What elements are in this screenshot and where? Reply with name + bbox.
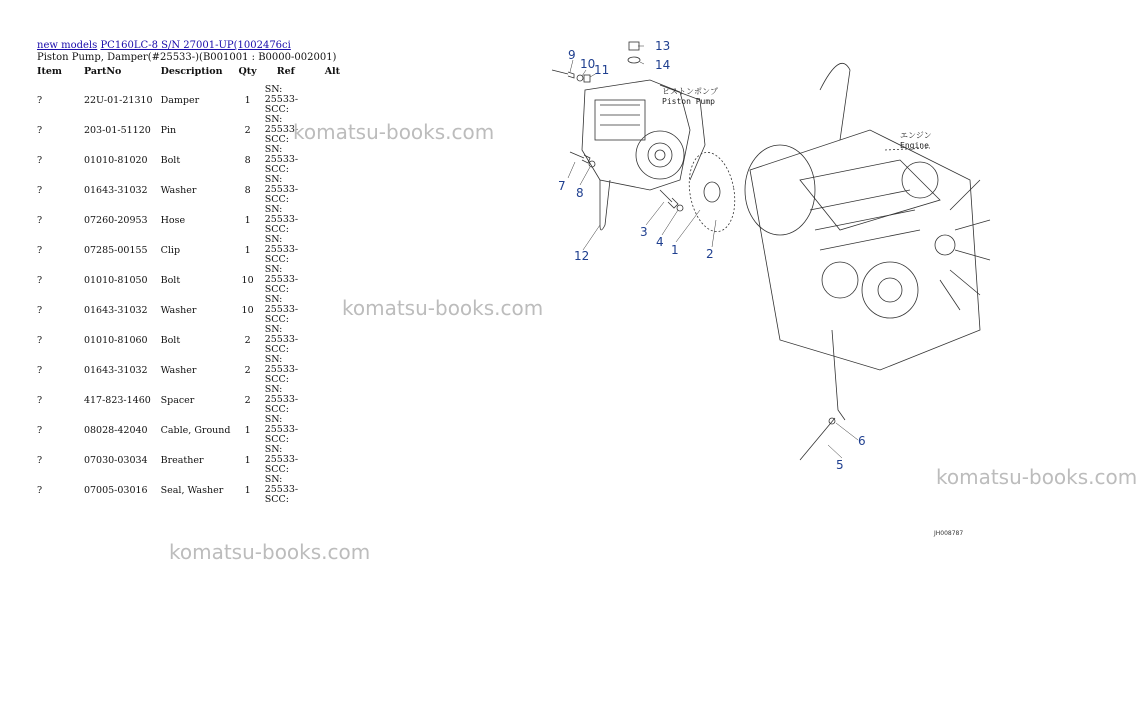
callout-13: 13 bbox=[655, 39, 671, 53]
cell-alt bbox=[321, 385, 344, 415]
cell-item: ? bbox=[37, 274, 43, 286]
leader-5 bbox=[828, 445, 842, 458]
cell-qty: 2 bbox=[244, 394, 251, 406]
pump-label-en: Piston Pump bbox=[662, 97, 715, 106]
engine-air-cleaner bbox=[745, 145, 815, 235]
cell-qty: 2 bbox=[244, 334, 251, 346]
engine-label-en: Engine bbox=[900, 141, 929, 150]
cell-alt bbox=[321, 355, 344, 385]
cell-description: Bolt bbox=[160, 274, 181, 286]
damper-hub bbox=[704, 182, 720, 202]
cell-alt bbox=[321, 175, 344, 205]
leader-4 bbox=[662, 210, 678, 235]
table-row bbox=[33, 475, 344, 505]
engine-exhaust-pipe bbox=[820, 63, 850, 140]
cell-partno: 22U-01-21310 bbox=[83, 94, 153, 106]
cell-description: Breather bbox=[160, 454, 204, 466]
cell-ref: SN: 25533-SCC: bbox=[264, 414, 299, 445]
seal-washer-14-part bbox=[628, 57, 640, 63]
breadcrumb-link-new-models[interactable]: new models bbox=[37, 40, 98, 51]
engine-label-jp: エンジン bbox=[900, 131, 932, 140]
callout-3: 3 bbox=[640, 225, 648, 239]
cell-item: ? bbox=[37, 424, 43, 436]
cell-description: Spacer bbox=[160, 394, 195, 406]
engine-fan-hub bbox=[935, 235, 955, 255]
cell-alt bbox=[321, 145, 344, 175]
leader-2 bbox=[712, 220, 716, 247]
cell-partno: 08028-42040 bbox=[83, 424, 148, 436]
pump-label-jp: ピストンポンプ bbox=[662, 87, 718, 96]
callout-9: 9 bbox=[568, 48, 576, 62]
leader-7 bbox=[568, 162, 575, 178]
cell-qty: 10 bbox=[241, 274, 254, 286]
cell-alt bbox=[321, 85, 344, 115]
cell-ref: SN: 25533-SCC: bbox=[264, 144, 299, 175]
table-row bbox=[33, 85, 344, 115]
cell-alt bbox=[321, 265, 344, 295]
cell-ref: SN: 25533-SCC: bbox=[264, 444, 299, 475]
diagram-code: JH008787 bbox=[934, 530, 964, 537]
cell-item: ? bbox=[37, 244, 43, 256]
engine-idler bbox=[822, 262, 858, 298]
cell-partno: 07005-03016 bbox=[83, 484, 148, 496]
cell-partno: 417-823-1460 bbox=[83, 394, 151, 406]
leader-12 bbox=[583, 225, 600, 250]
callout-7: 7 bbox=[558, 179, 566, 193]
engine-head bbox=[800, 160, 940, 230]
leader-6 bbox=[836, 423, 858, 440]
cell-qty: 1 bbox=[244, 214, 251, 226]
engine-detail-lines bbox=[810, 190, 920, 250]
cell-ref: SN: 25533-SCC: bbox=[264, 204, 299, 235]
breadcrumb bbox=[37, 40, 291, 51]
cell-ref: SN: 25533-SCC: bbox=[264, 264, 299, 295]
engine-block-outline bbox=[750, 130, 980, 370]
col-alt: Alt bbox=[324, 66, 341, 77]
callout-5: 5 bbox=[836, 458, 844, 472]
cell-ref: SN: 25533-SCC: bbox=[264, 294, 299, 325]
cell-alt bbox=[321, 325, 344, 355]
breadcrumb-link-model[interactable]: PC160LC-8 S/N 27001-UP(1002476ci bbox=[100, 40, 291, 51]
cell-qty: 1 bbox=[244, 454, 251, 466]
cell-item: ? bbox=[37, 304, 43, 316]
col-partno: PartNo bbox=[83, 66, 122, 77]
callout-4: 4 bbox=[656, 235, 664, 249]
exploded-parts-diagram bbox=[540, 30, 1024, 550]
cell-alt bbox=[321, 205, 344, 235]
table-row bbox=[33, 145, 344, 175]
cell-description: Cable, Ground bbox=[160, 424, 231, 436]
table-row bbox=[33, 415, 344, 445]
cell-alt bbox=[321, 295, 344, 325]
leader-14 bbox=[640, 62, 644, 64]
cell-qty: 2 bbox=[244, 124, 251, 136]
cell-partno: 01643-31032 bbox=[83, 184, 148, 196]
leader-3 bbox=[646, 202, 664, 225]
cell-item: ? bbox=[37, 454, 43, 466]
table-row bbox=[33, 445, 344, 475]
bolt-7-part bbox=[570, 152, 590, 163]
cell-qty: 1 bbox=[244, 94, 251, 106]
cell-partno: 01010-81060 bbox=[83, 334, 148, 346]
cell-item: ? bbox=[37, 484, 43, 496]
callout-6: 6 bbox=[858, 434, 866, 448]
col-description: Description bbox=[160, 66, 223, 77]
cell-ref: SN: 25533-SCC: bbox=[264, 84, 299, 115]
cell-description: Bolt bbox=[160, 334, 181, 346]
cell-item: ? bbox=[37, 154, 43, 166]
cell-partno: 07285-00155 bbox=[83, 244, 148, 256]
bolt-9-part bbox=[552, 70, 574, 78]
damper-disc bbox=[683, 149, 740, 235]
cell-partno: 01643-31032 bbox=[83, 304, 148, 316]
col-item: Item bbox=[37, 66, 62, 77]
cell-qty: 1 bbox=[244, 484, 251, 496]
cell-qty: 1 bbox=[244, 244, 251, 256]
callout-12: 12 bbox=[574, 249, 590, 263]
table-row bbox=[33, 295, 344, 325]
cell-qty: 2 bbox=[244, 364, 251, 376]
cell-alt bbox=[321, 475, 344, 505]
pump-valve-block bbox=[595, 100, 645, 140]
table-row bbox=[33, 325, 344, 355]
cell-ref: SN: 25533-SCC: bbox=[264, 174, 299, 205]
bolt-3-part bbox=[660, 190, 678, 208]
table-row bbox=[33, 205, 344, 235]
cell-description: Bolt bbox=[160, 154, 181, 166]
callout-10: 10 bbox=[580, 57, 596, 71]
cell-qty: 1 bbox=[244, 424, 251, 436]
spacer-11-part bbox=[584, 75, 590, 82]
leader-1 bbox=[676, 210, 700, 242]
cell-alt bbox=[321, 415, 344, 445]
engine-pulley bbox=[862, 262, 918, 318]
cell-item: ? bbox=[37, 214, 43, 226]
table-row bbox=[33, 385, 344, 415]
pump-flange bbox=[636, 131, 684, 179]
table-row bbox=[33, 235, 344, 265]
cell-partno: 203-01-51120 bbox=[83, 124, 151, 136]
cell-item: ? bbox=[37, 124, 43, 136]
callout-1: 1 bbox=[671, 243, 679, 257]
cell-qty: 10 bbox=[241, 304, 254, 316]
cell-item: ? bbox=[37, 94, 43, 106]
cell-ref: SN: 25533-SCC: bbox=[264, 474, 299, 505]
cell-ref: SN: 25533-SCC: bbox=[264, 114, 299, 145]
table-row bbox=[33, 265, 344, 295]
cell-description: Seal, Washer bbox=[160, 484, 224, 496]
table-header-row bbox=[33, 65, 344, 85]
watermark: komatsu-books.com bbox=[293, 120, 495, 144]
cell-partno: 01010-81050 bbox=[83, 274, 148, 286]
watermark: komatsu-books.com bbox=[342, 296, 544, 320]
pump-flange-center bbox=[648, 143, 672, 167]
engine-pulley-hub bbox=[878, 278, 902, 302]
engine-fan-blades bbox=[940, 180, 990, 310]
hose-12-part bbox=[600, 180, 610, 230]
leader-8 bbox=[580, 167, 590, 185]
callout-14: 14 bbox=[655, 58, 671, 72]
cell-item: ? bbox=[37, 334, 43, 346]
cell-ref: SN: 25533-SCC: bbox=[264, 324, 299, 355]
callout-8: 8 bbox=[576, 186, 584, 200]
watermark: komatsu-books.com bbox=[936, 465, 1137, 489]
dipstick-5-part bbox=[800, 330, 845, 460]
cell-item: ? bbox=[37, 364, 43, 376]
cell-qty: 8 bbox=[244, 184, 251, 196]
cell-description: Washer bbox=[160, 304, 197, 316]
watermark: komatsu-books.com bbox=[169, 540, 371, 564]
cell-partno: 07030-03034 bbox=[83, 454, 148, 466]
cell-alt bbox=[321, 445, 344, 475]
cell-item: ? bbox=[37, 184, 43, 196]
cell-qty: 8 bbox=[244, 154, 251, 166]
col-qty: Qty bbox=[238, 66, 257, 77]
callout-2: 2 bbox=[706, 247, 714, 261]
cell-partno: 01643-31032 bbox=[83, 364, 148, 376]
table-row bbox=[33, 175, 344, 205]
cell-item: ? bbox=[37, 394, 43, 406]
cell-description: Clip bbox=[160, 244, 181, 256]
col-ref: Ref bbox=[276, 66, 295, 77]
cell-partno: 07260-20953 bbox=[83, 214, 148, 226]
cell-description: Damper bbox=[160, 94, 200, 106]
cell-ref: SN: 25533-SCC: bbox=[264, 354, 299, 385]
callout-11: 11 bbox=[594, 63, 610, 77]
page-title: Piston Pump, Damper(#25533-)(B001001 : B0000-002001) bbox=[37, 52, 337, 63]
cell-alt bbox=[321, 235, 344, 265]
cell-description: Washer bbox=[160, 364, 197, 376]
cell-ref: SN: 25533-SCC: bbox=[264, 384, 299, 415]
cell-ref: SN: 25533-SCC: bbox=[264, 234, 299, 265]
cell-description: Washer bbox=[160, 184, 197, 196]
cell-partno: 01010-81020 bbox=[83, 154, 148, 166]
cell-description: Hose bbox=[160, 214, 186, 226]
cell-description: Pin bbox=[160, 124, 177, 136]
pump-detail-lines bbox=[600, 105, 640, 125]
breather-13-part bbox=[629, 42, 639, 50]
table-row bbox=[33, 355, 344, 385]
pump-shaft bbox=[655, 150, 665, 160]
